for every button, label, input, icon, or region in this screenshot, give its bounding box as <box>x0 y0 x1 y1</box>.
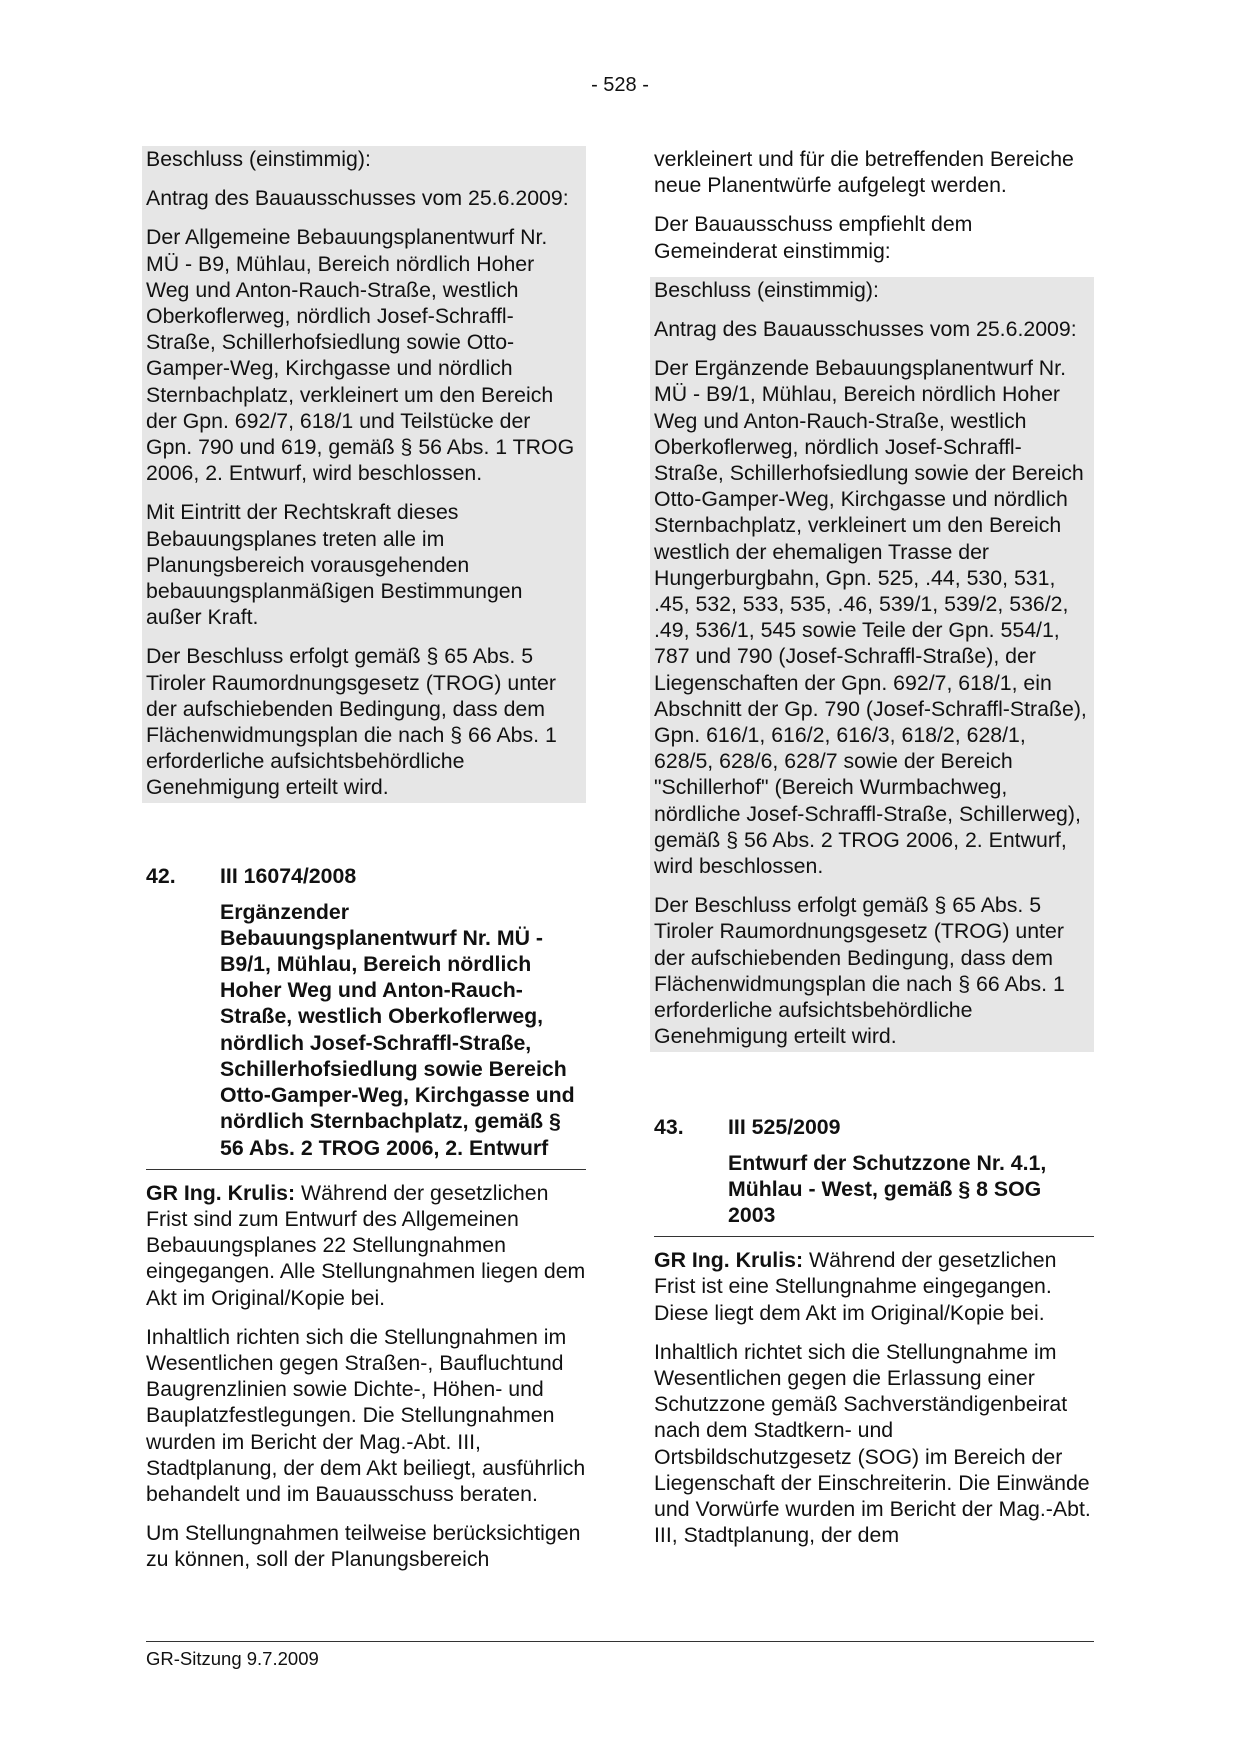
decision-paragraph: Der Beschluss erfolgt gemäß § 65 Abs. 5 Tiroler Raumordnungsgesetz (TROG) unter der aufschiebenden Bedingung, dass dem Flächenwidmungsplan die nach § 66 Abs. 1 erforderliche aufsichtsbehördliche Genehmigung erteilt wird. <box>654 893 1065 1049</box>
decision-block-41 <box>142 146 586 803</box>
speaker-text: Während der gesetzlichen Frist ist eine Stellungnahme eingegangen. Diese liegt dem Akt im Original/Kopie bei. <box>654 1248 1057 1325</box>
speaker-name: GR Ing. Krulis: <box>146 1180 296 1205</box>
item-number: 42. <box>146 863 176 888</box>
item-43-heading <box>654 1114 1094 1140</box>
body-paragraph: Inhaltlich richten sich die Stellungnahmen im Wesentlichen gegen Straßen-, Baufluchtund Baugrenzlinien sowie Dichte-, Höhen- und Bauplatzfestlegungen. Die Stellungnahmen wurden im Bericht der Mag.-Abt. III, Stadtplanung, der dem Akt beiliegt, ausführlich behandelt und im Bauausschuss beraten. <box>146 1324 586 1506</box>
decision-paragraph: Der Beschluss erfolgt gemäß § 65 Abs. 5 Tiroler Raumordnungsgesetz (TROG) unter der aufschiebenden Bedingung, dass dem Flächenwidmungsplan die nach § 66 Abs. 1 erforderliche aufsichtsbehördliche Genehmigung erteilt wird. <box>146 644 557 800</box>
page-number: - 528 - <box>591 74 649 96</box>
item-number: 43. <box>654 1114 684 1139</box>
speaker-text: Während der gesetzlichen Frist sind zum Entwurf des Allgemeinen Bebauungsplanes 22 Stellungnahmen eingegangen. Alle Stellungnahmen liegen dem Akt im Original/Kopie bei. <box>146 1180 586 1310</box>
item-42-heading <box>146 863 586 889</box>
decision-paragraph: Antrag des Bauausschusses vom 25.6.2009: <box>146 186 569 211</box>
left-column <box>146 146 586 1586</box>
decision-paragraph: Der Allgemeine Bebauungsplanentwurf Nr. MÜ - B9, Mühlau, Bereich nördlich Hoher Weg und Anton-Rauch-Straße, westlich Oberkoflerweg, nördlich Josef-Schraffl-Straße, Schillerhofsiedlung sowie Otto-Gamper-Weg, Kirchgasse und nördlich Sternbachplatz, verkleinert um den Bereich der Gpn. 692/7, 618/1 und Teilstücke der Gpn. 790 und 619, gemäß § 56 Abs. 1 TROG 2006, 2. Entwurf, wird beschlossen. <box>146 225 575 486</box>
decision-block-42 <box>650 277 1094 1052</box>
item-42-title: Ergänzender Bebauungsplanentwurf Nr. MÜ - B9/1, Mühlau, Bereich nördlich Hoher Weg und Anton-Rauch-Straße, westlich Oberkoflerweg, nördlich Josef-Schraffl-Straße, Schillerhofsiedlung sowie Bereich Otto-Gamper-Weg, Kirchgasse und nördlich Sternbachplatz, gemäß § 56 Abs. 2 TROG 2006, 2. Entwurf <box>146 899 586 1170</box>
item-43-title: Entwurf der Schutzzone Nr. 4.1, Mühlau - West, gemäß § 8 SOG 2003 <box>654 1150 1094 1238</box>
body-paragraph: Um Stellungnahmen teilweise berücksichtigen zu können, soll der Planungsbereich <box>146 1521 581 1572</box>
body-paragraph: Inhaltlich richtet sich die Stellungnahme im Wesentlichen gegen die Erlassung einer Schutzzone gemäß Sachverständigenbeirat nach dem Stadtkern- und Ortsbildschutzgesetz (SOG) im Bereich der Liegenschaft der Einschreiterin. Die Einwände und Vorwürfe wurden im Bericht der Mag.-Abt. III, Stadtplanung, der dem <box>654 1339 1091 1548</box>
decision-title: Beschluss (einstimmig): <box>654 277 879 302</box>
item-reference: III 525/2009 <box>728 1114 841 1139</box>
footer-session-date: GR-Sitzung 9.7.2009 <box>146 1648 319 1669</box>
speaker-name: GR Ing. Krulis: <box>654 1248 804 1273</box>
decision-paragraph: Antrag des Bauausschusses vom 25.6.2009: <box>654 317 1077 342</box>
decision-title: Beschluss (einstimmig): <box>146 147 371 171</box>
decision-paragraph: Der Ergänzende Bebauungsplanentwurf Nr. MÜ - B9/1, Mühlau, Bereich nördlich Hoher Weg und Anton-Rauch-Straße, westlich Oberkoflerweg, nördlich Josef-Schraffl-Straße, Schillerhofsiedlung sowie der Bereich Otto-Gamper-Weg, Kirchgasse und nördlich Sternbachplatz, verkleinert um den Bereich westlich der ehemaligen Trasse der Hungerburgbahn, Gpn. 525, .44, 530, 531, .45, 532, 533, 535, .46, 539/1, 539/2, 536/2, .49, 536/1, 545 sowie Teile der Gpn. 554/1, 787 und 790 (Josef-Schraffl-Straße), der Liegenschaften der Gpn. 692/7, 618/1, ein Abschnitt der Gp. 790 (Josef-Schraffl-Straße), Gpn. 616/1, 616/2, 616/3, 618/2, 628/1, 628/5, 628/6, 628/7 sowie der Bereich "Schillerhof" (Bereich Wurmbachweg, nördliche Josef-Schraffl-Straße, Schillerweg), gemäß § 56 Abs. 2 TROG 2006, 2. Entwurf, wird beschlossen. <box>654 356 1087 879</box>
body-paragraph: Der Bauausschuss empfiehlt dem Gemeinderat einstimmig: <box>654 212 973 263</box>
item-reference: III 16074/2008 <box>220 863 357 888</box>
footer-divider <box>146 1641 1094 1642</box>
decision-paragraph: Mit Eintritt der Rechtskraft dieses Bebauungsplanes treten alle im Planungsbereich vorausgehenden bebauungsplanmäßigen Bestimmungen außer Kraft. <box>146 500 523 630</box>
body-paragraph: verkleinert und für die betreffenden Bereiche neue Planentwürfe aufgelegt werden. <box>654 147 1074 198</box>
speaker-paragraph <box>654 1247 1094 1326</box>
right-column <box>654 146 1094 1561</box>
speaker-paragraph <box>146 1180 586 1311</box>
